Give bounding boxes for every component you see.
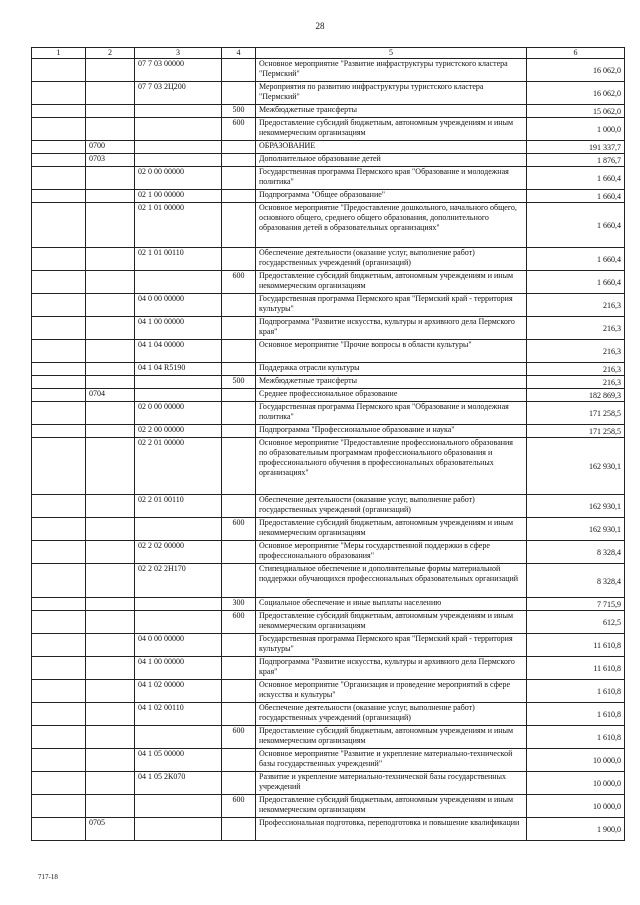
expense-type-cell <box>222 203 256 248</box>
subsection-code-cell <box>86 772 135 795</box>
expense-type-cell: 600 <box>222 795 256 818</box>
subsection-code-cell <box>86 749 135 772</box>
target-article-cell: 02 2 02 2Н170 <box>135 564 222 598</box>
table-row <box>32 389 625 402</box>
expense-type-cell <box>222 340 256 363</box>
subsection-code-cell <box>86 376 135 389</box>
table-row <box>32 248 625 271</box>
table-row <box>32 167 625 190</box>
section-code-cell <box>32 141 86 154</box>
amount-cell: 216,3 <box>527 376 625 389</box>
section-code-cell <box>32 703 86 726</box>
target-article-cell: 02 1 01 00110 <box>135 248 222 271</box>
target-article-cell <box>135 818 222 841</box>
amount-cell: 1 900,0 <box>527 818 625 841</box>
description-cell: Государственная программа Пермского края "Пермский край - территория культуры" <box>256 294 527 317</box>
expense-type-cell: 600 <box>222 518 256 541</box>
target-article-cell: 04 1 02 00110 <box>135 703 222 726</box>
section-code-cell <box>32 657 86 680</box>
subsection-code-cell <box>86 248 135 271</box>
target-article-cell: 04 1 02 00000 <box>135 680 222 703</box>
subsection-code-cell <box>86 564 135 598</box>
subsection-code-cell <box>86 118 135 141</box>
expense-type-cell <box>222 680 256 703</box>
target-article-cell: 04 1 05 00000 <box>135 749 222 772</box>
amount-cell: 216,3 <box>527 363 625 376</box>
table-row <box>32 294 625 317</box>
table-row <box>32 772 625 795</box>
expense-type-cell <box>222 818 256 841</box>
target-article-cell <box>135 598 222 611</box>
expense-type-cell <box>222 425 256 438</box>
section-code-cell <box>32 749 86 772</box>
target-article-cell: 02 2 00 00000 <box>135 425 222 438</box>
table-row <box>32 402 625 425</box>
amount-cell: 1 610,8 <box>527 726 625 749</box>
amount-cell: 8 328,4 <box>527 564 625 598</box>
section-code-cell <box>32 248 86 271</box>
amount-cell: 171 258,5 <box>527 402 625 425</box>
table-row <box>32 363 625 376</box>
description-cell: Основное мероприятие "Предоставление дошкольного, начального общего, основного общего, среднего общего образования, дополнительного образования детей в образовательных организациях" <box>256 203 527 248</box>
target-article-cell: 07 7 03 2Ц200 <box>135 82 222 105</box>
description-cell: Мероприятия по развитию инфраструктуры туристского кластера "Пермский" <box>256 82 527 105</box>
target-article-cell: 04 1 05 2К070 <box>135 772 222 795</box>
table-row <box>32 59 625 82</box>
amount-cell: 1 610,8 <box>527 680 625 703</box>
target-article-cell: 02 0 00 00000 <box>135 402 222 425</box>
section-code-cell <box>32 772 86 795</box>
subsection-code-cell <box>86 425 135 438</box>
amount-cell: 15 062,0 <box>527 105 625 118</box>
amount-cell: 1 660,4 <box>527 190 625 203</box>
section-code-cell <box>32 598 86 611</box>
expense-type-cell <box>222 363 256 376</box>
amount-cell: 11 610,8 <box>527 634 625 657</box>
table-row <box>32 203 625 248</box>
target-article-cell: 04 1 04 00000 <box>135 340 222 363</box>
subsection-code-cell <box>86 190 135 203</box>
table-row <box>32 818 625 841</box>
description-cell: Подпрограмма "Развитие искусства, культуры и архивного дела Пермского края" <box>256 657 527 680</box>
description-cell: Подпрограмма "Развитие искусства, культуры и архивного дела Пермского края" <box>256 317 527 340</box>
expense-type-cell <box>222 564 256 598</box>
section-code-cell <box>32 495 86 518</box>
subsection-code-cell <box>86 438 135 495</box>
expense-type-cell <box>222 248 256 271</box>
table-row <box>32 82 625 105</box>
section-code-cell <box>32 564 86 598</box>
subsection-code-cell <box>86 82 135 105</box>
description-cell: Основное мероприятие "Развитие инфраструктуры туристского кластера "Пермский" <box>256 59 527 82</box>
subsection-code-cell <box>86 402 135 425</box>
subsection-code-cell <box>86 795 135 818</box>
table-row <box>32 726 625 749</box>
target-article-cell <box>135 118 222 141</box>
section-code-cell <box>32 105 86 118</box>
section-code-cell <box>32 154 86 167</box>
subsection-code-cell: 0703 <box>86 154 135 167</box>
amount-cell: 162 930,1 <box>527 495 625 518</box>
expense-type-cell <box>222 59 256 82</box>
section-code-cell <box>32 118 86 141</box>
column-header: 5 <box>256 48 527 59</box>
column-header: 4 <box>222 48 256 59</box>
amount-cell: 16 062,0 <box>527 82 625 105</box>
amount-cell: 10 000,0 <box>527 795 625 818</box>
table-row <box>32 634 625 657</box>
description-cell: Обеспечение деятельности (оказание услуг, выполнение работ) государственных учреждений (организаций) <box>256 703 527 726</box>
amount-cell: 11 610,8 <box>527 657 625 680</box>
description-cell: Стипендиальное обеспечение и дополнительные формы материальной поддержки обучающихся профессиональных образовательных организаций <box>256 564 527 598</box>
subsection-code-cell <box>86 271 135 294</box>
subsection-code-cell: 0700 <box>86 141 135 154</box>
description-cell: Предоставление субсидий бюджетным, автономным учреждениям и иным некоммерческим организациям <box>256 795 527 818</box>
expense-type-cell: 600 <box>222 118 256 141</box>
table-row <box>32 703 625 726</box>
target-article-cell: 04 1 00 00000 <box>135 317 222 340</box>
target-article-cell: 02 0 00 00000 <box>135 167 222 190</box>
amount-cell: 7 715,9 <box>527 598 625 611</box>
subsection-code-cell <box>86 495 135 518</box>
table-body <box>32 59 625 841</box>
section-code-cell <box>32 611 86 634</box>
section-code-cell <box>32 167 86 190</box>
expense-type-cell <box>222 190 256 203</box>
subsection-code-cell <box>86 518 135 541</box>
table-row <box>32 495 625 518</box>
description-cell: Обеспечение деятельности (оказание услуг, выполнение работ) государственных учреждений (организаций) <box>256 495 527 518</box>
description-cell: Дополнительное образование детей <box>256 154 527 167</box>
target-article-cell: 04 1 00 00000 <box>135 657 222 680</box>
amount-cell: 1 876,7 <box>527 154 625 167</box>
expense-type-cell: 500 <box>222 376 256 389</box>
subsection-code-cell: 0705 <box>86 818 135 841</box>
target-article-cell <box>135 154 222 167</box>
description-cell: Социальное обеспечение и иные выплаты населению <box>256 598 527 611</box>
description-cell: Межбюджетные трансферты <box>256 376 527 389</box>
table-row <box>32 105 625 118</box>
section-code-cell <box>32 363 86 376</box>
amount-cell: 216,3 <box>527 317 625 340</box>
expense-type-cell <box>222 495 256 518</box>
table-row <box>32 657 625 680</box>
amount-cell: 612,5 <box>527 611 625 634</box>
expense-type-cell <box>222 82 256 105</box>
subsection-code-cell <box>86 634 135 657</box>
expense-type-cell <box>222 154 256 167</box>
section-code-cell <box>32 634 86 657</box>
column-header: 6 <box>527 48 625 59</box>
section-code-cell <box>32 59 86 82</box>
target-article-cell <box>135 518 222 541</box>
amount-cell: 1 660,4 <box>527 167 625 190</box>
amount-cell: 8 328,4 <box>527 541 625 564</box>
expense-type-cell: 600 <box>222 611 256 634</box>
section-code-cell <box>32 680 86 703</box>
section-code-cell <box>32 294 86 317</box>
description-cell: Основное мероприятие "Предоставление профессионального образования по образовательным программам профессионального образования и профессионального обучения в профессиональных образовательных организациях" <box>256 438 527 495</box>
amount-cell: 182 869,3 <box>527 389 625 402</box>
subsection-code-cell: 0704 <box>86 389 135 402</box>
description-cell: Предоставление субсидий бюджетным, автономным учреждениям и иным некоммерческим организациям <box>256 518 527 541</box>
target-article-cell: 02 1 01 00000 <box>135 203 222 248</box>
subsection-code-cell <box>86 294 135 317</box>
target-article-cell <box>135 105 222 118</box>
description-cell: Предоставление субсидий бюджетным, автономным учреждениям и иным некоммерческим организациям <box>256 726 527 749</box>
table-row <box>32 598 625 611</box>
subsection-code-cell <box>86 105 135 118</box>
expense-type-cell: 500 <box>222 105 256 118</box>
amount-cell: 171 258,5 <box>527 425 625 438</box>
target-article-cell <box>135 271 222 294</box>
subsection-code-cell <box>86 611 135 634</box>
section-code-cell <box>32 389 86 402</box>
target-article-cell <box>135 376 222 389</box>
section-code-cell <box>32 203 86 248</box>
section-code-cell <box>32 518 86 541</box>
table-row <box>32 317 625 340</box>
section-code-cell <box>32 438 86 495</box>
description-cell: Развитие и укрепление материально-технической базы государственных учреждений <box>256 772 527 795</box>
expense-type-cell <box>222 541 256 564</box>
subsection-code-cell <box>86 317 135 340</box>
table-row <box>32 425 625 438</box>
subsection-code-cell <box>86 541 135 564</box>
section-code-cell <box>32 541 86 564</box>
table-row <box>32 340 625 363</box>
table-row <box>32 611 625 634</box>
amount-cell: 162 930,1 <box>527 438 625 495</box>
expense-type-cell <box>222 317 256 340</box>
amount-cell: 1 660,4 <box>527 203 625 248</box>
column-header: 2 <box>86 48 135 59</box>
expense-type-cell <box>222 634 256 657</box>
description-cell: ОБРАЗОВАНИЕ <box>256 141 527 154</box>
section-code-cell <box>32 425 86 438</box>
section-code-cell <box>32 795 86 818</box>
section-code-cell <box>32 317 86 340</box>
target-article-cell: 02 1 00 00000 <box>135 190 222 203</box>
section-code-cell <box>32 190 86 203</box>
table-row <box>32 564 625 598</box>
table-row <box>32 118 625 141</box>
target-article-cell <box>135 389 222 402</box>
description-cell: Подпрограмма "Профессиональное образование и наука" <box>256 425 527 438</box>
table-row <box>32 141 625 154</box>
target-article-cell <box>135 726 222 749</box>
table-row <box>32 376 625 389</box>
amount-cell: 1 660,4 <box>527 248 625 271</box>
amount-cell: 10 000,0 <box>527 749 625 772</box>
amount-cell: 216,3 <box>527 294 625 317</box>
amount-cell: 16 062,0 <box>527 59 625 82</box>
target-article-cell <box>135 141 222 154</box>
expense-type-cell <box>222 749 256 772</box>
target-article-cell: 04 0 00 00000 <box>135 634 222 657</box>
description-cell: Предоставление субсидий бюджетным, автономным учреждениям и иным некоммерческим организациям <box>256 611 527 634</box>
amount-cell: 216,3 <box>527 340 625 363</box>
table-row <box>32 541 625 564</box>
section-code-cell <box>32 271 86 294</box>
description-cell: Межбюджетные трансферты <box>256 105 527 118</box>
target-article-cell: 02 2 01 00000 <box>135 438 222 495</box>
description-cell: Среднее профессиональное образование <box>256 389 527 402</box>
target-article-cell: 02 2 02 00000 <box>135 541 222 564</box>
description-cell: Основное мероприятие "Прочие вопросы в области культуры" <box>256 340 527 363</box>
expense-type-cell <box>222 772 256 795</box>
subsection-code-cell <box>86 340 135 363</box>
description-cell: Предоставление субсидий бюджетным, автономным учреждениям и иным некоммерческим организациям <box>256 271 527 294</box>
table-header-row <box>32 48 625 59</box>
expense-type-cell: 300 <box>222 598 256 611</box>
table-row <box>32 680 625 703</box>
table-row <box>32 154 625 167</box>
description-cell: Государственная программа Пермского края "Образование и молодежная политика" <box>256 402 527 425</box>
subsection-code-cell <box>86 363 135 376</box>
table-row <box>32 271 625 294</box>
description-cell: Обеспечение деятельности (оказание услуг, выполнение работ) государственных учреждений (организаций) <box>256 248 527 271</box>
section-code-cell <box>32 726 86 749</box>
expense-type-cell <box>222 657 256 680</box>
expense-type-cell <box>222 141 256 154</box>
table-row <box>32 518 625 541</box>
expense-type-cell <box>222 294 256 317</box>
subsection-code-cell <box>86 680 135 703</box>
target-article-cell: 04 1 04 R5190 <box>135 363 222 376</box>
table-row <box>32 749 625 772</box>
description-cell: Основное мероприятие "Меры государственной поддержки в сфере профессионального образования" <box>256 541 527 564</box>
page-number: 28 <box>315 21 325 31</box>
section-code-cell <box>32 818 86 841</box>
section-code-cell <box>32 340 86 363</box>
target-article-cell: 02 2 01 00110 <box>135 495 222 518</box>
budget-table <box>31 47 625 841</box>
amount-cell: 1 610,8 <box>527 703 625 726</box>
column-header: 1 <box>32 48 86 59</box>
section-code-cell <box>32 82 86 105</box>
description-cell: Государственная программа Пермского края "Образование и молодежная политика" <box>256 167 527 190</box>
table-row <box>32 438 625 495</box>
target-article-cell: 07 7 03 00000 <box>135 59 222 82</box>
amount-cell: 191 337,7 <box>527 141 625 154</box>
column-header: 3 <box>135 48 222 59</box>
expense-type-cell: 600 <box>222 726 256 749</box>
amount-cell: 162 930,1 <box>527 518 625 541</box>
section-code-cell <box>32 376 86 389</box>
footer-code: 717-18 <box>38 873 58 881</box>
subsection-code-cell <box>86 726 135 749</box>
expense-type-cell: 600 <box>222 271 256 294</box>
description-cell: Предоставление субсидий бюджетным, автономным учреждениям и иным некоммерческим организациям <box>256 118 527 141</box>
description-cell: Подпрограмма "Общее образование" <box>256 190 527 203</box>
subsection-code-cell <box>86 59 135 82</box>
expense-type-cell <box>222 389 256 402</box>
subsection-code-cell <box>86 657 135 680</box>
expense-type-cell <box>222 167 256 190</box>
subsection-code-cell <box>86 167 135 190</box>
amount-cell: 1 000,0 <box>527 118 625 141</box>
amount-cell: 10 000,0 <box>527 772 625 795</box>
description-cell: Основное мероприятие "Развитие и укрепление материально-технической базы государственных учреждений" <box>256 749 527 772</box>
target-article-cell <box>135 795 222 818</box>
description-cell: Государственная программа Пермского края "Пермский край - территория культуры" <box>256 634 527 657</box>
subsection-code-cell <box>86 703 135 726</box>
section-code-cell <box>32 402 86 425</box>
target-article-cell <box>135 611 222 634</box>
expense-type-cell <box>222 703 256 726</box>
amount-cell: 1 660,4 <box>527 271 625 294</box>
expense-type-cell <box>222 438 256 495</box>
description-cell: Профессиональная подготовка, переподготовка и повышение квалификации <box>256 818 527 841</box>
subsection-code-cell <box>86 203 135 248</box>
description-cell: Основное мероприятие "Организация и проведение мероприятий в сфере искусства и культуры" <box>256 680 527 703</box>
target-article-cell: 04 0 00 00000 <box>135 294 222 317</box>
subsection-code-cell <box>86 598 135 611</box>
expense-type-cell <box>222 402 256 425</box>
table-row <box>32 190 625 203</box>
description-cell: Поддержка отрасли культуры <box>256 363 527 376</box>
table-row <box>32 795 625 818</box>
